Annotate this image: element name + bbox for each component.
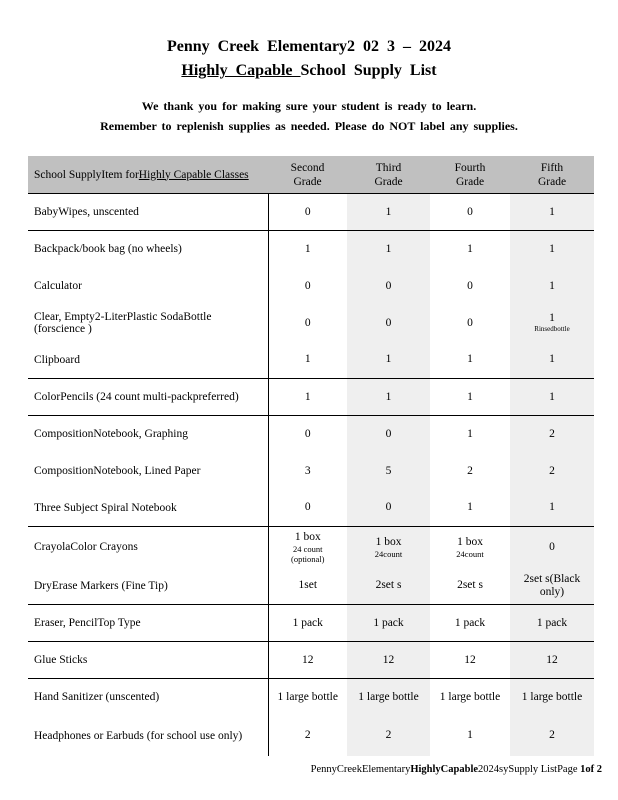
qty-second: 1	[304, 353, 311, 366]
qty-fourth: 2set s	[457, 579, 483, 592]
qty-third: 2	[347, 716, 430, 756]
qty-second: 0	[304, 316, 311, 329]
qty-third: 1 pack	[347, 605, 430, 642]
qty-third: 1 large bottle	[347, 679, 430, 716]
qty-second: 1 box 24 count (optional)	[268, 527, 347, 568]
qty-fourth: 1	[430, 416, 510, 453]
qty-fourth: 2	[467, 464, 473, 477]
supply-item: Headphones or Earbuds (for school use only)	[28, 716, 268, 756]
supply-item: Calculator	[28, 268, 268, 305]
supply-item: Glue Sticks	[28, 642, 268, 679]
qty-fifth: 2	[510, 716, 594, 756]
page-subtitle	[0, 62, 618, 80]
qty-fourth: 1	[467, 501, 473, 514]
qty-second: 1	[268, 379, 347, 416]
qty-fifth: 1 Rinsedbottle	[510, 305, 594, 342]
item-column-header: School SupplyItem forHighly Capable Classes	[28, 156, 268, 194]
table-row	[28, 305, 594, 342]
grade-header-third: Third Grade	[347, 156, 430, 194]
qty-fourth: 1 pack	[430, 605, 510, 642]
qty-second: 12	[268, 642, 347, 679]
table-row	[28, 342, 594, 379]
qty-second: 1 pack	[268, 605, 347, 642]
supply-item: CrayolaColor Crayons	[28, 527, 268, 568]
supply-item: ColorPencils (24 count multi-packpreferred)	[28, 379, 268, 416]
subtitle-rest: School Supply List	[300, 62, 437, 79]
table-header-row	[28, 156, 594, 194]
qty-second: 0	[304, 279, 311, 292]
qty-second: 1	[268, 231, 347, 268]
qty-second: 1set	[298, 579, 318, 592]
qty-fifth: 0	[510, 527, 594, 568]
supply-item: Three Subject Spiral Notebook	[28, 490, 268, 527]
qty-third: 0	[347, 305, 430, 342]
grade-header-fifth: Fifth Grade	[510, 156, 594, 194]
qty-fourth: 1	[430, 379, 510, 416]
qty-fifth: 1	[510, 268, 594, 305]
qty-fourth: 1	[430, 231, 510, 268]
supply-item: Eraser, PencilTop Type	[28, 605, 268, 642]
qty-second: 0	[304, 501, 311, 514]
qty-fourth: 12	[430, 642, 510, 679]
table-row	[28, 231, 594, 268]
table-row	[28, 568, 594, 605]
qty-third: 1	[347, 342, 430, 379]
intro-line-2: Remember to replenish supplies as needed. Please do NOT label any supplies.	[100, 119, 518, 133]
qty-third: 0	[347, 416, 430, 453]
qty-third: 0	[347, 268, 430, 305]
qty-fifth: 1	[510, 490, 594, 527]
qty-third: 2set s	[347, 568, 430, 605]
qty-fourth: 1	[467, 729, 473, 741]
qty-fifth: 1 large bottle	[510, 679, 594, 716]
qty-second: 0	[268, 416, 347, 453]
qty-fourth: 1	[467, 353, 473, 366]
qty-fourth: 0	[430, 194, 510, 231]
supply-item: DryErase Markers (Fine Tip)	[28, 568, 268, 605]
table-row	[28, 194, 594, 231]
intro-line-1: We thank you for making sure your student is ready to learn.	[141, 99, 477, 113]
supply-item: CompositionNotebook, Graphing	[28, 416, 268, 453]
qty-fourth: 1 large bottle	[430, 679, 510, 716]
table-row	[28, 490, 594, 527]
qty-fourth: 0	[467, 316, 473, 329]
qty-fifth: 1	[510, 342, 594, 379]
qty-third: 1	[347, 194, 430, 231]
qty-third: 1	[347, 379, 430, 416]
qty-second: 3	[304, 464, 311, 477]
supply-table	[28, 156, 594, 756]
supply-item: Backpack/book bag (no wheels)	[28, 231, 268, 268]
page-title: Penny Creek Elementary2 02 3 – 2024	[166, 38, 452, 55]
table-row	[28, 453, 594, 490]
supply-item: Clear, Empty2-LiterPlastic SodaBottle (forscience )	[28, 305, 268, 342]
table-row	[28, 527, 594, 568]
qty-second: 0	[268, 194, 347, 231]
table-row	[28, 679, 594, 716]
qty-third: 1 box 24count	[347, 527, 430, 568]
table-row	[28, 416, 594, 453]
qty-fifth: 1	[510, 231, 594, 268]
qty-third: 0	[347, 490, 430, 527]
table-row	[28, 379, 594, 416]
qty-fifth: 2set s(Black only)	[510, 568, 594, 605]
supply-item: Clipboard	[28, 342, 268, 379]
qty-fifth: 2	[510, 416, 594, 453]
qty-fourth: 1 box 24count	[430, 527, 510, 568]
qty-fifth: 1	[510, 194, 594, 231]
qty-second: 1 large bottle	[268, 679, 347, 716]
qty-fifth: 2	[510, 453, 594, 490]
page-footer: PennyCreekElementaryHighlyCapable2024sySupply ListPage 1of 2	[310, 764, 602, 775]
grade-header-second: Second Grade	[268, 156, 347, 194]
table-row	[28, 642, 594, 679]
supply-item: BabyWipes, unscented	[28, 194, 268, 231]
table-row	[28, 605, 594, 642]
qty-third: 1	[347, 231, 430, 268]
qty-fifth: 1	[510, 379, 594, 416]
grade-header-fourth: Fourth Grade	[430, 156, 510, 194]
supply-item: Hand Sanitizer (unscented)	[28, 679, 268, 716]
supply-item: CompositionNotebook, Lined Paper	[28, 453, 268, 490]
qty-second: 2	[304, 729, 311, 741]
subtitle-underlined: Highly Capable	[181, 62, 301, 79]
table-row	[28, 268, 594, 305]
qty-third: 12	[347, 642, 430, 679]
qty-fifth: 12	[510, 642, 594, 679]
table-row	[28, 716, 594, 756]
qty-fourth: 0	[467, 279, 473, 292]
qty-third: 5	[347, 453, 430, 490]
qty-fifth: 1 pack	[510, 605, 594, 642]
